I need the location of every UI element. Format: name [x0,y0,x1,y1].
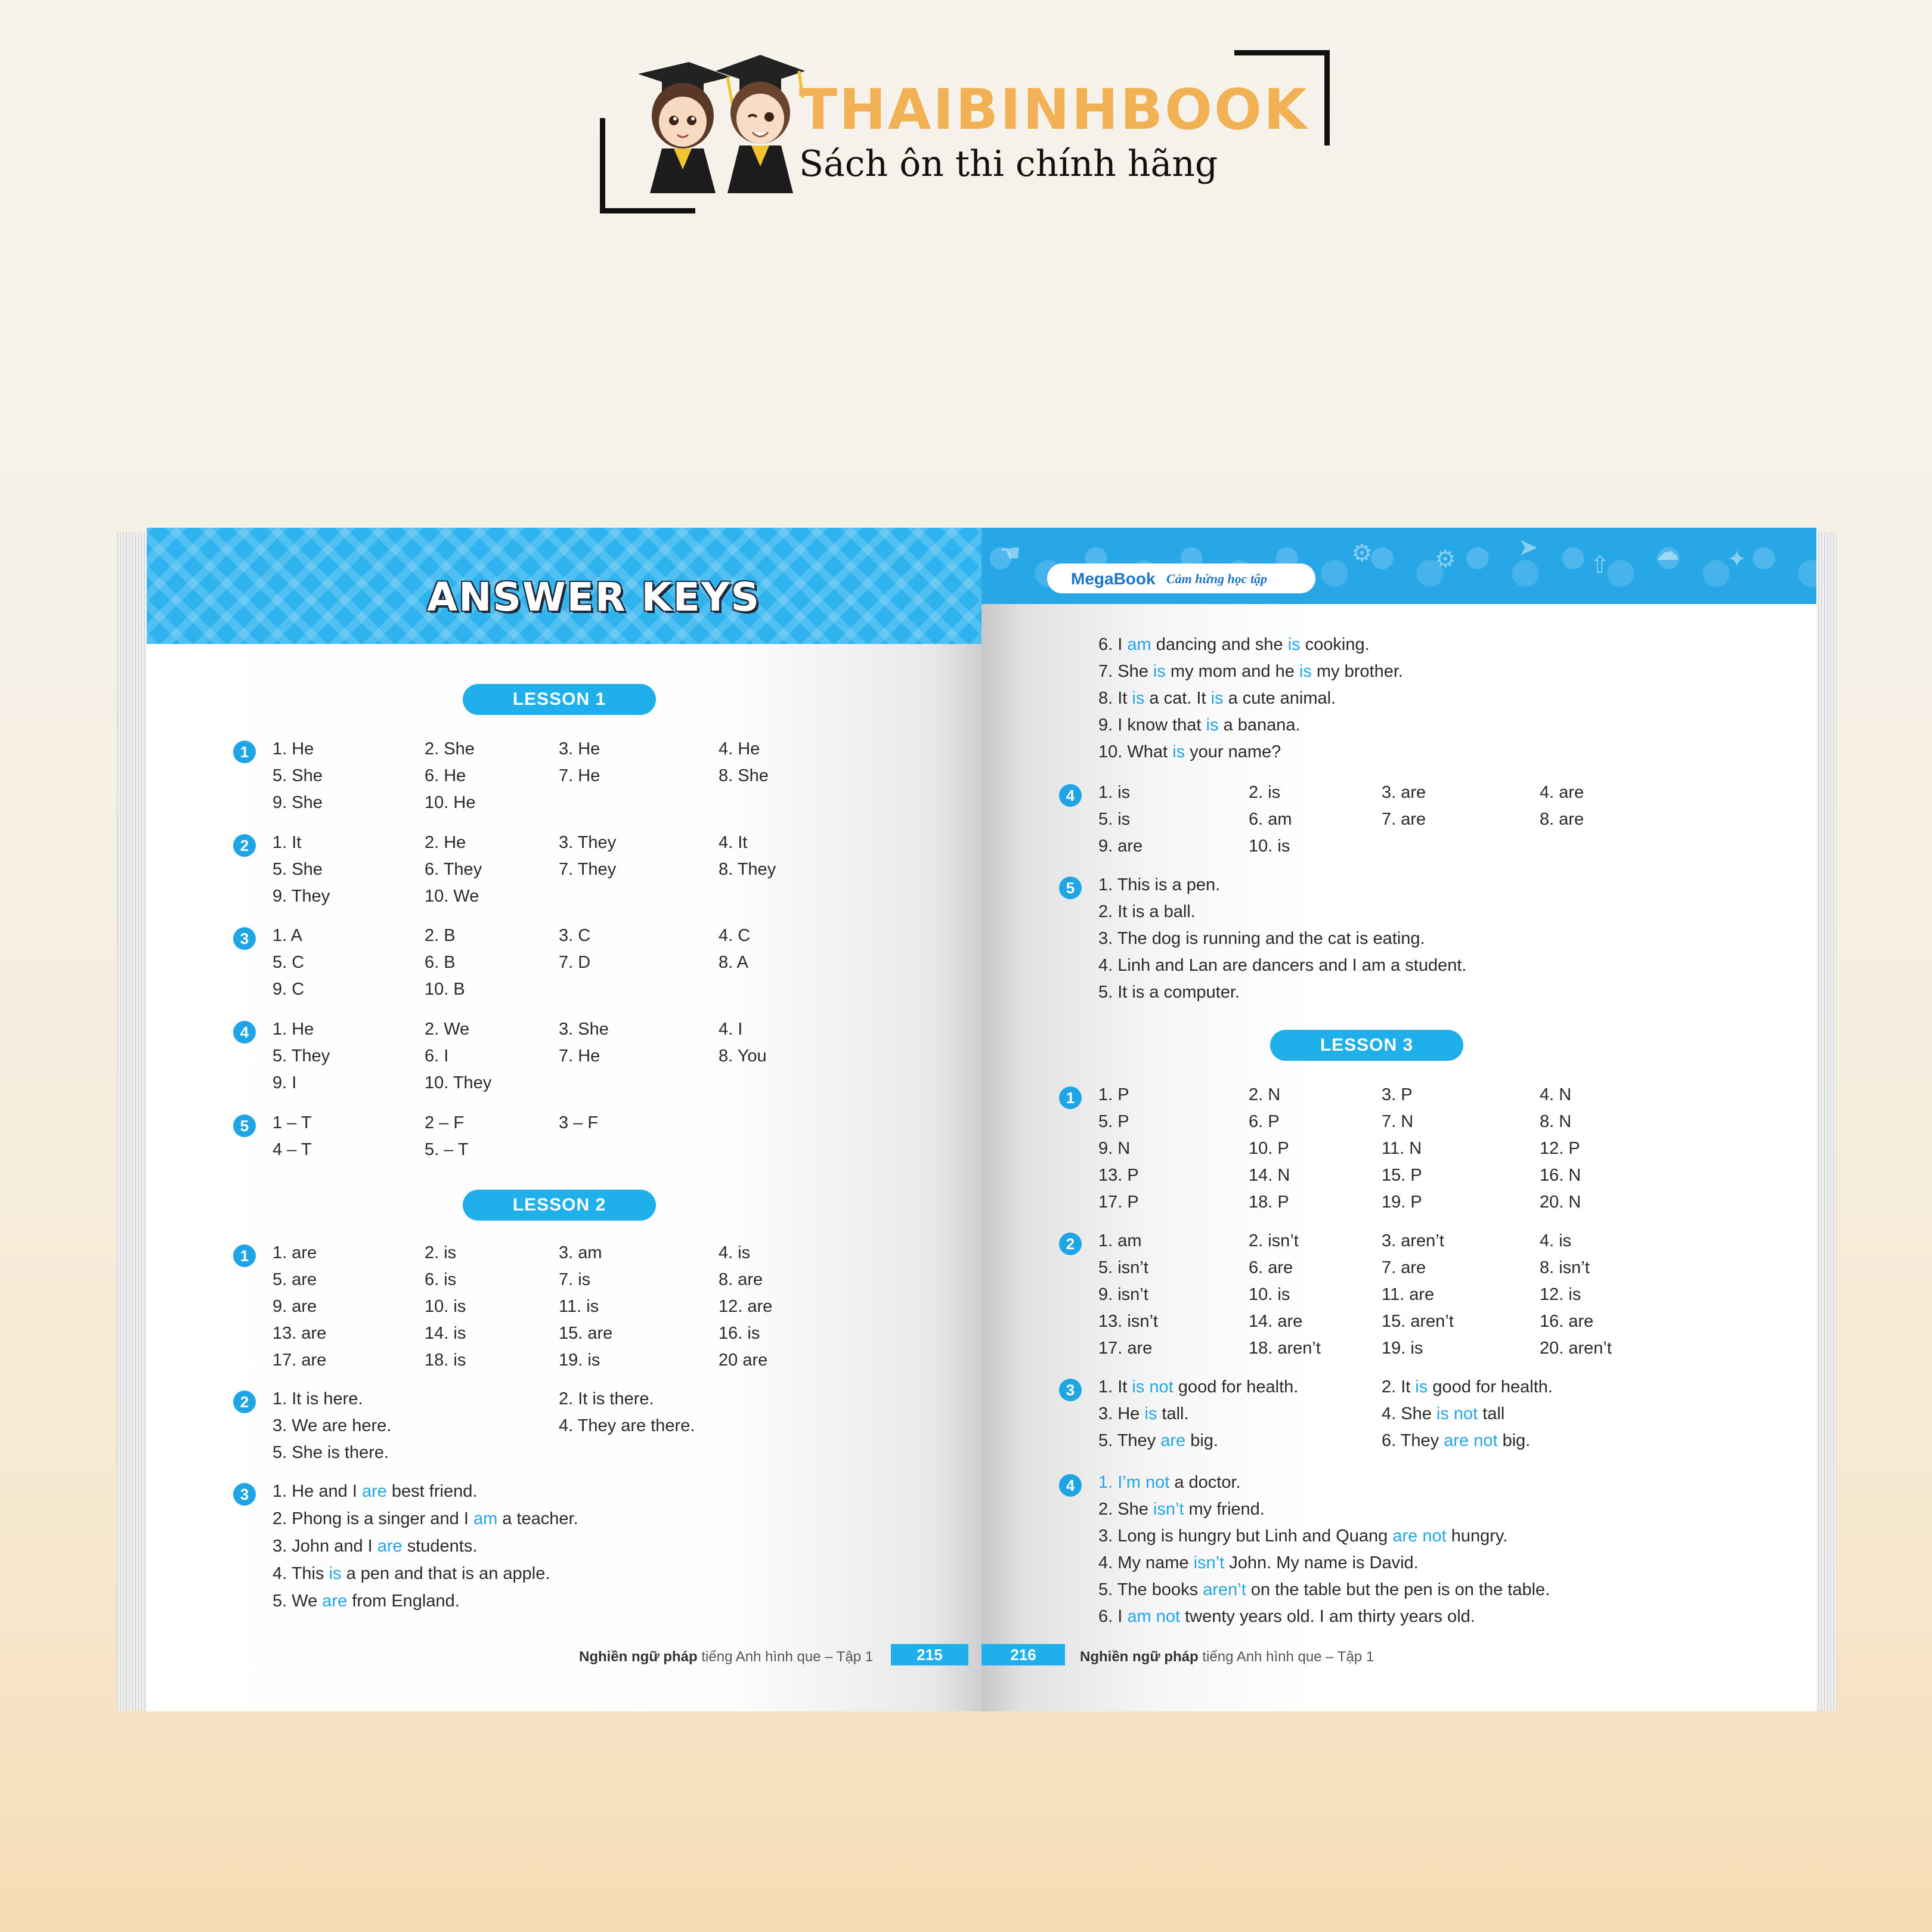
answer-sentence: 4. My name isn’t John. My name is David. [1098,1553,1419,1572]
answer-item: 14. is [425,1324,466,1343]
answer-item: 10. He [425,793,476,812]
answer-highlight: is not [1436,1404,1478,1423]
answer-item: 1. P [1098,1085,1129,1104]
answer-item: 5. She [273,860,323,879]
answer-item: 10. B [425,980,465,999]
answer-item: 1 – T [273,1113,312,1132]
answer-sentence: 4. This is a pen and that is an apple. [273,1564,550,1583]
answer-sentence: 5. They are big. [1098,1431,1218,1450]
answer-sentence: 3. He is tall. [1098,1404,1189,1423]
answer-item: 5. C [273,953,305,972]
answer-sentence: 5. The books aren’t on the table but the pen is on the table. [1098,1580,1550,1599]
answer-item: 17. are [273,1351,327,1370]
answer-item: 8. are [719,1270,763,1289]
lesson-1-heading: LESSON 1 [463,684,656,715]
gear-icon: ⚙ [1351,540,1373,566]
hand-icon: ☚ [999,540,1021,566]
answer-item: 16. N [1540,1166,1581,1185]
answer-highlight: is [1206,716,1219,735]
exercise-number-badge: 5 [233,1114,256,1137]
answer-item: 2. We [425,1020,470,1039]
answer-item: 16. are [1540,1312,1594,1331]
answer-item: 10. P [1249,1139,1289,1158]
answer-item: 9. N [1098,1139,1131,1158]
answer-item: 5. P [1098,1112,1129,1131]
answer-item: 8. A [719,953,748,972]
answer-highlight: is [329,1564,342,1583]
answer-sentence: 3. Long is hungry but Linh and Quang are not hungry. [1098,1527,1508,1546]
exercise-number-badge: 2 [233,834,256,857]
answer-highlight: is [1132,689,1145,708]
answer-item: 5. She [273,766,323,785]
lesson-2-heading: LESSON 2 [463,1190,656,1221]
answer-highlight: is [1287,635,1301,654]
megabook-header-banner [982,528,1816,604]
answer-highlight: am not [1127,1607,1181,1626]
answer-item: 4 – T [273,1140,312,1159]
cursor-icon: ➤ [1518,534,1538,561]
megabook-badge [1047,564,1315,593]
right-page [982,528,1816,1711]
answer-highlight: are [361,1482,387,1501]
answer-item: 12. are [719,1297,773,1316]
answer-item: 19. is [1382,1339,1423,1358]
answer-item: 1. It is here. [273,1389,363,1408]
answer-item: 9. She [273,793,323,812]
answer-sentence: 1. He and I are best friend. [273,1482,478,1501]
answer-sentence: 4. Linh and Lan are dancers and I am a student. [1098,956,1467,975]
answer-item: 3. P [1382,1085,1413,1104]
answer-item: 1. am [1098,1231,1142,1250]
answer-item: 2. She [425,739,475,758]
answer-sentence: 6. I am not twenty years old. I am thirty years old. [1098,1607,1475,1626]
answer-sentence: 1. This is a pen. [1098,875,1221,894]
answer-item: 7. He [559,766,600,785]
answer-item: 4. I [719,1020,743,1039]
answer-item: 4. He [719,739,760,758]
answer-item: 8. isn’t [1540,1258,1590,1277]
answer-highlight: is not [1132,1377,1174,1397]
answer-item: 3 – F [559,1113,599,1132]
answer-sentence: 1. It is not good for health. [1098,1377,1299,1397]
answer-highlight: is [1415,1377,1428,1397]
answer-item: 2. It is there. [559,1389,654,1408]
exercise-number-badge: 5 [1059,877,1082,899]
answer-highlight: is [1144,1404,1157,1423]
answer-item: 7. are [1382,810,1426,829]
answer-item: 19. P [1382,1193,1422,1212]
answer-item: 2. N [1249,1085,1281,1104]
page-footer: Nghiền ngữ pháp tiếng Anh hình que – Tập 1 [579,1649,874,1665]
answer-item: 10. They [425,1073,492,1092]
answer-item: 7. is [559,1270,591,1289]
answer-sentence: 8. It is a cat. It is a cute animal. [1098,689,1336,708]
answer-item: 6. are [1249,1258,1293,1277]
answer-item: 9. They [273,887,330,906]
answer-item: 2. is [1249,783,1281,802]
answer-highlight: isn’t [1193,1553,1225,1572]
answer-item: 3. are [1382,783,1426,802]
page-title: ANSWER KEYS [427,574,761,620]
answer-item: 18. aren’t [1249,1339,1321,1358]
answer-sentence: 2. It is a ball. [1098,902,1196,921]
exercise-number-badge: 4 [233,1021,256,1044]
answer-item: 3. We are here. [273,1416,392,1435]
answer-item: 5. isn’t [1098,1258,1148,1277]
answer-sentence: 2. She isn’t my friend. [1098,1500,1265,1519]
answer-sentence: 5. We are from England. [273,1592,460,1611]
exercise-number-badge: 3 [233,1483,256,1506]
answer-item: 4. It [719,833,748,852]
answer-item: 20. N [1540,1193,1581,1212]
answer-item: 15. aren’t [1382,1312,1454,1331]
answer-item: 8. They [719,860,776,879]
exercise-number-badge: 3 [1059,1379,1082,1401]
brand-tagline: Sách ôn thi chính hãng [799,143,1218,185]
gear-icon: ⚙ [1435,546,1456,572]
answer-item: 1. It [273,833,302,852]
answer-sentence: 6. I am dancing and she is cooking. [1098,635,1370,654]
answer-item: 7. are [1382,1258,1426,1277]
answer-item: 6. B [425,953,456,972]
answer-item: 13. P [1098,1166,1139,1185]
answer-item: 9. I [273,1073,297,1092]
answer-item: 13. are [273,1324,327,1343]
answer-item: 5. – T [425,1140,469,1159]
answer-sentence: 3. John and I are students. [273,1537,478,1556]
answer-item: 3. am [559,1243,602,1262]
answer-item: 1. is [1098,783,1131,802]
answer-item: 2. B [425,926,456,945]
answer-item: 15. are [559,1324,613,1343]
answer-item: 12. is [1540,1285,1581,1304]
answer-highlight: am [473,1509,498,1528]
answer-sentence: 2. Phong is a singer and I am a teacher. [273,1509,578,1528]
answer-highlight: are [322,1592,348,1611]
answer-highlight: are not [1444,1431,1498,1450]
answer-item: 3. She [559,1020,609,1039]
answer-item: 12. P [1540,1139,1580,1158]
answer-item: 1. He [273,739,314,758]
answer-item: 7. N [1382,1112,1414,1131]
open-book [117,528,1837,1714]
answer-sentence: 5. It is a computer. [1098,983,1240,1002]
answer-item: 11. N [1382,1139,1422,1158]
page-number: 215 [891,1644,968,1665]
page-number: 216 [982,1644,1065,1665]
answer-item: 4. They are there. [559,1416,695,1435]
answer-item: 9. isn’t [1098,1285,1148,1304]
answer-item: 7. They [559,860,617,879]
answer-item: 5. are [273,1270,317,1289]
answer-item: 5. She is there. [273,1443,389,1462]
answer-highlight: 1. I’m not [1098,1473,1170,1492]
answer-item: 3. They [559,833,617,852]
answer-highlight: are [377,1537,402,1556]
answer-item: 9. are [273,1297,317,1316]
answer-item: 6. He [425,766,466,785]
page-footer: Nghiền ngữ pháp tiếng Anh hình que – Tập 1 [1080,1649,1374,1665]
answer-item: 3. He [559,739,600,758]
megabook-logo: MegaBook [1071,569,1156,588]
answer-sentence: 3. The dog is running and the cat is eating. [1098,929,1425,948]
arrow-up-icon: ⇧ [1590,552,1610,578]
answer-highlight: are [1160,1431,1186,1450]
answer-item: 11. is [559,1297,599,1316]
exercise-number-badge: 2 [1059,1233,1082,1255]
answer-item: 7. He [559,1046,600,1066]
answer-item: 5. is [1098,810,1131,829]
exercise-number-badge: 1 [1059,1086,1082,1109]
answer-item: 15. P [1382,1166,1422,1185]
answer-item: 2. He [425,833,466,852]
answer-item: 6. am [1249,810,1292,829]
answer-highlight: am [1127,635,1151,654]
answer-item: 8. She [719,766,769,785]
answer-item: 4. is [719,1243,751,1262]
answer-item: 18. is [425,1351,466,1370]
answer-highlight: is [1299,662,1312,681]
answer-highlight: aren’t [1203,1580,1246,1599]
answer-item: 6. P [1249,1112,1280,1131]
answer-item: 14. N [1249,1166,1290,1185]
answer-sentence: 1. I’m not a doctor. [1098,1473,1241,1492]
answer-item: 10. is [1249,1285,1290,1304]
answer-highlight: is [1210,689,1224,708]
answer-sentence: 10. What is your name? [1098,742,1281,761]
answer-keys-banner [147,528,982,644]
exercise-number-badge: 2 [233,1391,256,1413]
answer-item: 10. We [425,887,479,906]
exercise-number-badge: 1 [233,1244,256,1267]
exercise-number-badge: 1 [233,741,256,763]
answer-sentence: 4. She is not tall [1382,1404,1505,1423]
answer-highlight: isn’t [1153,1500,1184,1519]
answer-item: 20 are [719,1351,768,1370]
answer-item: 6. is [425,1270,457,1289]
answer-item: 1. He [273,1020,314,1039]
answer-item: 14. are [1249,1312,1303,1331]
answer-item: 1. A [273,926,302,945]
answer-item: 5. They [273,1046,330,1066]
page-edges [117,532,147,1710]
lightbulb-icon: ✦ [1727,546,1747,572]
answer-sentence: 9. I know that is a banana. [1098,716,1301,735]
exercise-number-badge: 4 [1059,1474,1082,1497]
answer-item: 2. isn’t [1249,1231,1299,1250]
answer-item: 4. C [719,926,751,945]
answer-item: 4. is [1540,1231,1572,1250]
answer-item: 2. is [425,1243,457,1262]
answer-item: 17. are [1098,1339,1153,1358]
brand-name: THAIBINHBOOK [799,78,1309,143]
answer-highlight: are not [1392,1527,1447,1546]
answer-item: 3. aren’t [1382,1231,1444,1250]
answer-item: 13. isn’t [1098,1312,1158,1331]
answer-item: 4. are [1540,783,1584,802]
answer-item: 9. are [1098,837,1143,856]
answer-sentence: 2. It is good for health. [1382,1377,1553,1397]
exercise-number-badge: 3 [233,927,256,950]
answer-item: 2 – F [425,1113,465,1132]
answer-item: 19. is [559,1351,600,1370]
answer-item: 3. C [559,926,591,945]
answer-item: 10. is [1249,837,1290,856]
exercise-number-badge: 4 [1059,784,1082,807]
answer-item: 8. N [1540,1112,1572,1131]
brand-header [596,48,1336,227]
answer-sentence: 6. They are not big. [1382,1431,1531,1450]
answer-highlight: is [1172,742,1185,761]
answer-highlight: is [1153,662,1166,681]
answer-item: 8. You [719,1046,767,1066]
answer-item: 10. is [425,1297,466,1316]
answer-item: 8. are [1540,810,1584,829]
answer-item: 16. is [719,1324,760,1343]
graduate-mascots-logo [626,50,805,193]
answer-item: 17. P [1098,1193,1139,1212]
answer-item: 7. D [559,953,591,972]
lesson-3-heading: LESSON 3 [1270,1030,1463,1061]
answer-item: 6. I [425,1046,449,1066]
answer-item: 4. N [1540,1085,1572,1104]
answer-item: 11. are [1382,1285,1435,1304]
answer-item: 9. C [273,980,305,999]
answer-item: 20. aren’t [1540,1339,1612,1358]
left-page [147,528,982,1711]
answer-item: 18. P [1249,1193,1289,1212]
cloud-icon: ☁ [1655,539,1679,565]
answer-sentence: 7. She is my mom and he is my brother. [1098,662,1403,681]
answer-item: 1. are [273,1243,317,1262]
page-edges [1815,532,1837,1710]
megabook-slogan: Cảm hứng học tập [1166,571,1268,586]
answer-item: 6. They [425,860,482,879]
